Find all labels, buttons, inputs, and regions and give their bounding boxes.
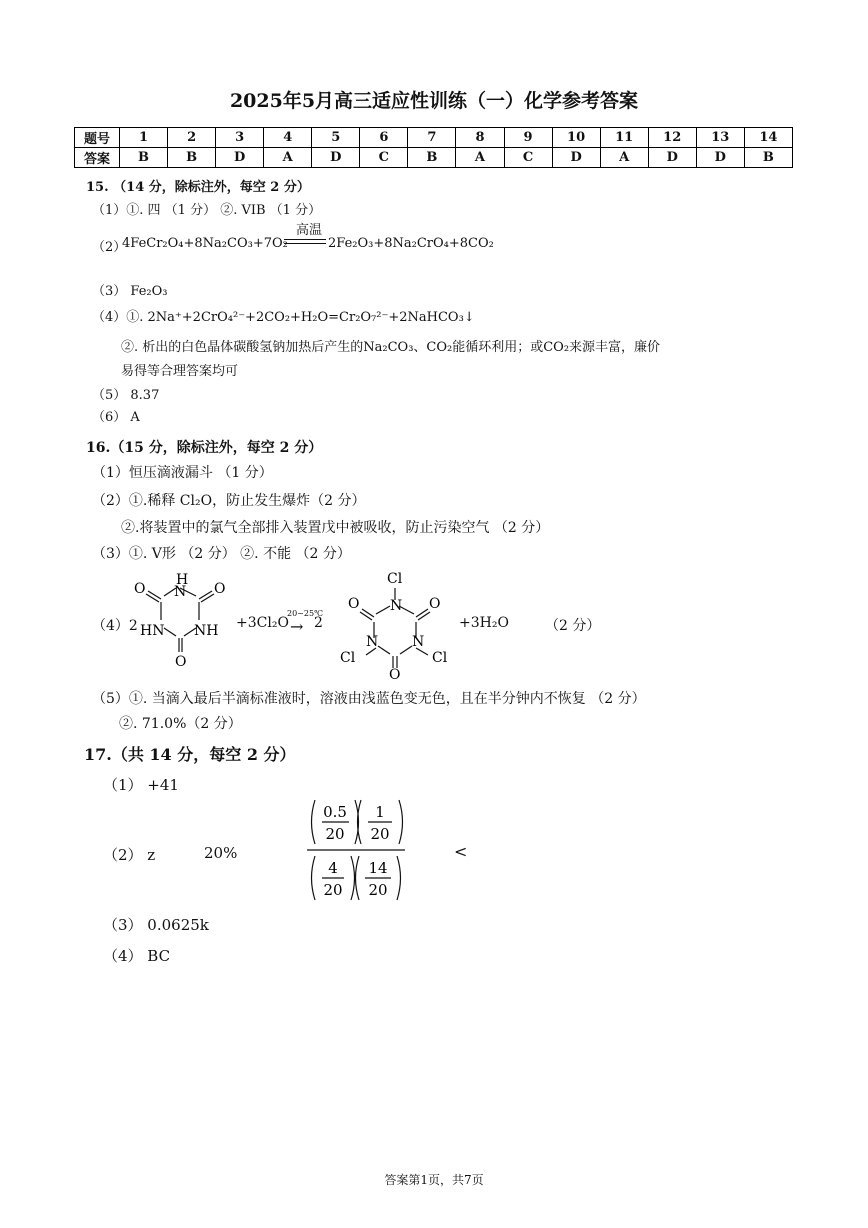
q17-comparison: < bbox=[454, 842, 468, 861]
answer-table-number-row bbox=[75, 128, 793, 148]
trichloroisocyanuric-acid-structure bbox=[336, 562, 456, 682]
answer-cell: B bbox=[408, 148, 456, 168]
q16-heading: 16.（15 分，除标注外，每空 2 分） bbox=[86, 440, 323, 456]
q17-part2-label: （2） z bbox=[103, 846, 156, 864]
question-number: 10 bbox=[552, 128, 600, 148]
table-answer-label: 答案 bbox=[75, 148, 120, 168]
fraction-term: 0.5 bbox=[323, 803, 347, 821]
q15-heading: 15. （14 分，除标注外，每空 2 分） bbox=[86, 180, 310, 195]
answer-cell: B bbox=[744, 148, 792, 168]
fraction-term: 20 bbox=[323, 881, 343, 899]
q15-part4b-line1: ②. 析出的白色晶体碳酸氢钠加热后产生的Na₂CO₃、CO₂能循环利用；或CO₂来源丰富，廉价 bbox=[121, 340, 661, 355]
answer-cell: D bbox=[216, 148, 264, 168]
q16-part3: （3）①. V形 （2 分） ②. 不能 （2 分） bbox=[92, 546, 351, 562]
fraction-term: 4 bbox=[328, 859, 338, 877]
answer-table-answer-row bbox=[75, 148, 793, 168]
cyanuric-acid-structure bbox=[130, 566, 234, 674]
reaction-arrow-icon: → bbox=[290, 617, 304, 636]
q15-equation-condition: 高温 bbox=[296, 223, 323, 238]
q15-part3: （3） Fe₂O₃ bbox=[92, 284, 168, 299]
equation-double-line-bottom bbox=[284, 243, 326, 245]
table-header-label: 题号 bbox=[75, 128, 120, 148]
q16-product-coefficient: 2 bbox=[314, 615, 323, 631]
answer-cell: D bbox=[552, 148, 600, 168]
answer-table bbox=[74, 127, 793, 168]
answer-cell: C bbox=[360, 148, 408, 168]
equilibrium-constant-fraction bbox=[305, 796, 407, 906]
question-number: 4 bbox=[264, 128, 312, 148]
q16-part5a: （5）①. 当滴入最后半滴标准液时，溶液由浅蓝色变无色，且在半分钟内不恢复 （2 分） bbox=[92, 691, 646, 707]
question-number: 8 bbox=[456, 128, 504, 148]
fraction-term: 1 bbox=[375, 803, 385, 821]
q16-part1: （1）恒压滴液漏斗 （1 分） bbox=[92, 465, 273, 481]
q15-equation-left: 4FeCr₂O₄+8Na₂CO₃+7O₂ bbox=[122, 236, 288, 251]
atom-label: O bbox=[348, 596, 360, 612]
equation-double-line-top bbox=[284, 239, 326, 241]
answer-cell: C bbox=[504, 148, 552, 168]
answer-cell: B bbox=[168, 148, 216, 168]
page-title: 2025年5月高三适应性训练（一）化学参考答案 bbox=[229, 90, 639, 112]
atom-label: O bbox=[389, 667, 401, 682]
q17-heading: 17.（共 14 分，每空 2 分） bbox=[84, 745, 296, 764]
q16-part5b: ②. 71.0%（2 分） bbox=[119, 716, 242, 732]
atom-label: H bbox=[176, 572, 189, 588]
question-number: 3 bbox=[216, 128, 264, 148]
question-number: 11 bbox=[600, 128, 648, 148]
atom-label: N bbox=[412, 634, 425, 650]
atom-label: N bbox=[390, 598, 403, 614]
q15-part6: （6） A bbox=[92, 410, 140, 425]
answer-cell: A bbox=[264, 148, 312, 168]
fraction-term: 20 bbox=[368, 881, 388, 899]
q16-reagent: +3Cl₂O bbox=[236, 615, 289, 631]
answer-cell: A bbox=[600, 148, 648, 168]
q15-part5: （5） 8.37 bbox=[92, 388, 160, 403]
question-number: 6 bbox=[360, 128, 408, 148]
q16-part4-score: （2 分） bbox=[545, 618, 601, 634]
atom-label: NH bbox=[194, 623, 219, 639]
atom-label: Cl bbox=[387, 571, 403, 587]
q17-part1: （1） +41 bbox=[103, 776, 179, 794]
question-number: 14 bbox=[744, 128, 792, 148]
page-footer: 答案第1页，共7页 bbox=[384, 1173, 484, 1187]
fraction-term: 14 bbox=[368, 859, 388, 877]
q17-part4: （4） BC bbox=[103, 947, 171, 965]
fraction-term: 20 bbox=[325, 825, 345, 843]
question-number: 5 bbox=[312, 128, 360, 148]
atom-label: N bbox=[366, 634, 379, 650]
q15-part2-prefix: （2） bbox=[92, 240, 127, 255]
atom-label: Cl bbox=[432, 650, 448, 666]
q16-part2b: ②.将装置中的氯气全部排入装置戊中被吸收，防止污染空气 （2 分） bbox=[121, 520, 550, 536]
atom-label: O bbox=[429, 596, 441, 612]
answer-cell: D bbox=[696, 148, 744, 168]
q16-product: +3H₂O bbox=[459, 615, 509, 631]
atom-label: HN bbox=[140, 623, 165, 639]
answer-cell: A bbox=[456, 148, 504, 168]
atom-label: Cl bbox=[340, 650, 356, 666]
atom-label: O bbox=[175, 654, 187, 670]
q16-reaction-condition: 20~25℃ bbox=[287, 609, 324, 618]
question-number: 9 bbox=[504, 128, 552, 148]
q17-part2-percent: 20% bbox=[204, 844, 238, 862]
atom-label: O bbox=[214, 581, 226, 597]
question-number: 12 bbox=[648, 128, 696, 148]
question-number: 13 bbox=[696, 128, 744, 148]
question-number: 7 bbox=[408, 128, 456, 148]
answer-cell: B bbox=[120, 148, 168, 168]
atom-label: N bbox=[174, 584, 187, 600]
answer-cell: D bbox=[648, 148, 696, 168]
q17-part3: （3） 0.0625k bbox=[103, 916, 209, 934]
question-number: 1 bbox=[120, 128, 168, 148]
answer-cell: D bbox=[312, 148, 360, 168]
q15-equation-right: 2Fe₂O₃+8Na₂CrO₄+8CO₂ bbox=[328, 236, 494, 251]
q16-part2a: （2）①.稀释 Cl₂O，防止发生爆炸（2 分） bbox=[92, 493, 366, 509]
atom-label: O bbox=[134, 581, 146, 597]
q16-part4-prefix: （4）2 bbox=[92, 618, 138, 634]
fraction-term: 20 bbox=[370, 825, 390, 843]
question-number: 2 bbox=[168, 128, 216, 148]
q15-part4a: （4）①. 2Na⁺+2CrO₄²⁻+2CO₂+H₂O=Cr₂O₇²⁻+2NaHCO₃↓ bbox=[92, 310, 475, 325]
q15-part1: （1）①. 四 （1 分） ②. VIB （1 分） bbox=[92, 203, 322, 218]
q15-part4b-line2: 易得等合理答案均可 bbox=[121, 364, 239, 379]
